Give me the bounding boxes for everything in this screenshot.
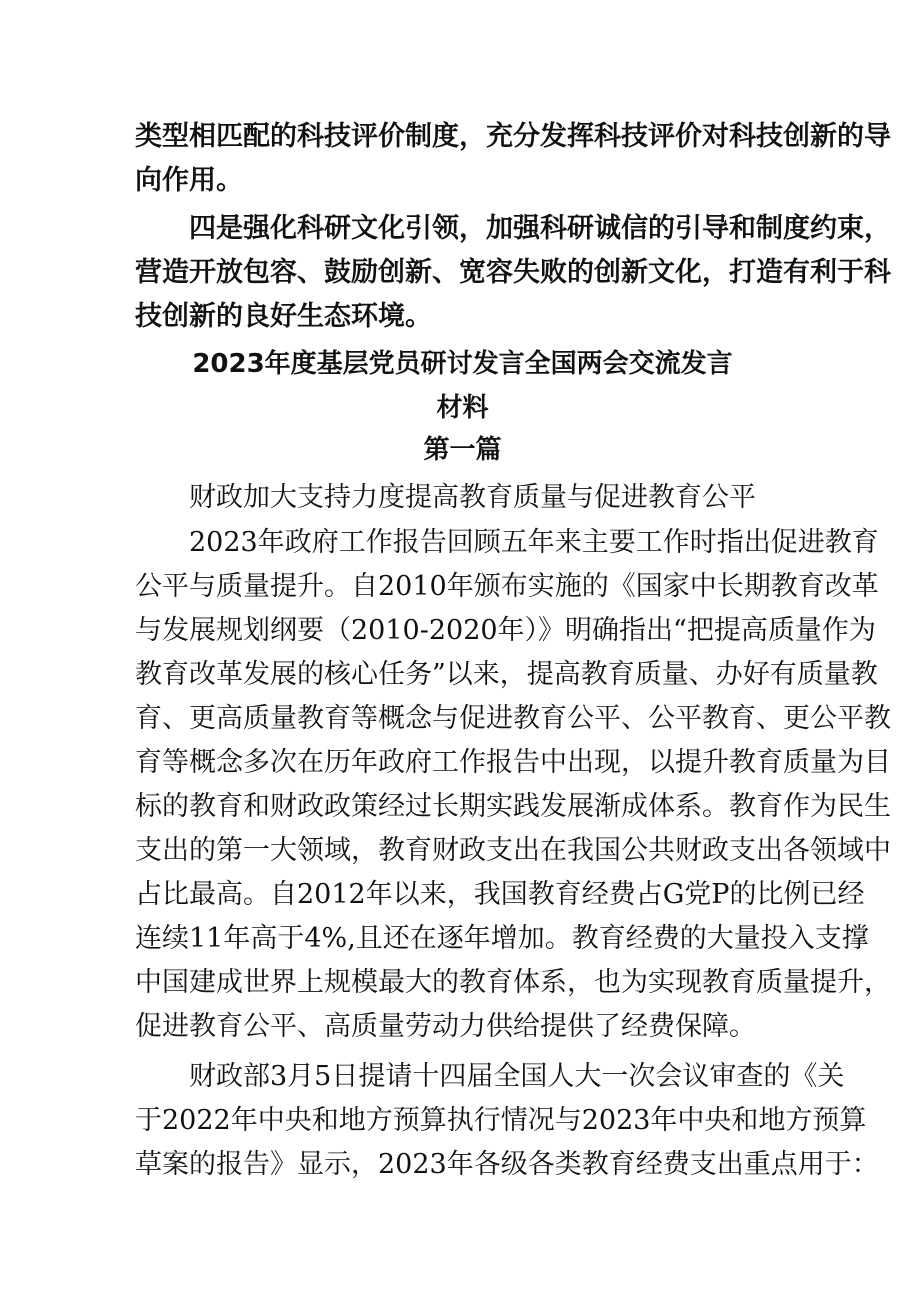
paragraph-line: 财政部3月5日提请十四届全国人大一次会议审查的《关: [135, 1061, 845, 1092]
paragraph-line: 育等概念多次在历年政府工作报告中出现，以提升教育质量为目: [135, 747, 891, 778]
paragraph-line: 支出的第一大领域，教育财政支出在我国公共财政支出各领域中: [135, 835, 891, 866]
paragraph-line: 于2022年中央和地方预算执行情况与2023年中央和地方预算: [135, 1105, 867, 1136]
paragraph-line: 类型相匹配的科技评价制度，充分发挥科技评价对科技创新的导: [135, 121, 891, 152]
paragraph-line: 标的教育和财政政策经过长期实践发展渐成体系。教育作为民生: [135, 791, 891, 822]
document-title-line-2: 材料: [436, 393, 489, 423]
paragraph-line: 公平与质量提升。自2010年颁布实施的《国家中长期教育改革: [135, 571, 879, 602]
paragraph-line: 连续11年高于4%,且还在逐年增加。教育经费的大量投入支撑: [135, 923, 869, 954]
document-title-line-1: 2023年度基层党员研讨发言全国两会交流发言: [192, 349, 733, 379]
paragraph-line: 占比最高。自2012年以来，我国教育经费占G党P的比例已经: [135, 879, 865, 910]
paragraph-line: 技创新的良好生态环境。: [135, 301, 432, 332]
paragraph-line: 草案的报告》显示，2023年各级各类教育经费支出重点用于：: [135, 1149, 879, 1180]
paragraph-line: 教育改革发展的核心任务”以来，提高教育质量、办好有质量教: [135, 659, 878, 690]
paragraph-line: 促进教育公平、高质量劳动力供给提供了经费保障。: [135, 1011, 756, 1042]
section-heading: 第一篇: [423, 435, 502, 465]
paragraph-line: 育、更高质量教育等概念与促进教育公平、公平教育、更公平教: [135, 703, 891, 734]
paragraph-line: 中国建成世界上规模最大的教育体系，也为实现教育质量提升，: [135, 967, 891, 998]
paragraph-line: 营造开放包容、鼓励创新、宽容失败的创新文化，打造有利于科: [135, 257, 891, 288]
paragraph-line: 四是强化科研文化引领，加强科研诚信的引导和制度约束，: [135, 213, 891, 244]
paragraph-line: 与发展规划纲要（2010-2020年）》明确指出“把提高质量作为: [135, 615, 876, 646]
paragraph-line: 财政加大支持力度提高教育质量与促进教育公平: [135, 482, 756, 513]
paragraph-line: 2023年政府工作报告回顾五年来主要工作时指出促进教育: [135, 527, 879, 558]
paragraph-line: 向作用。: [135, 165, 243, 196]
